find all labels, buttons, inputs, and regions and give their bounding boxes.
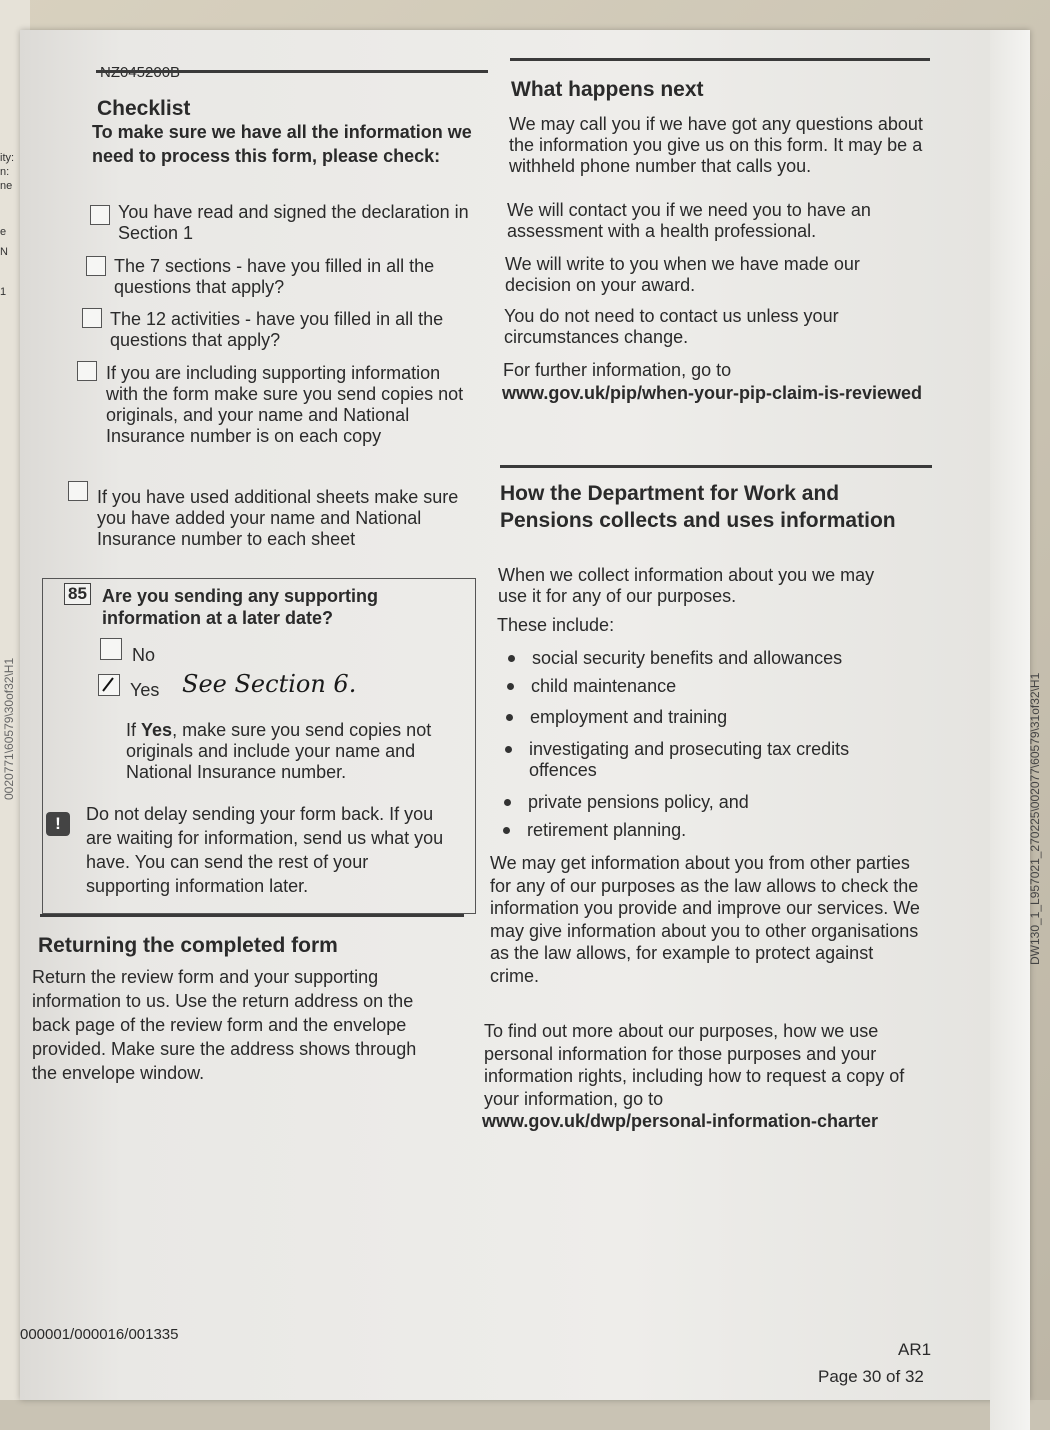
bullet-dot (508, 655, 515, 662)
barcode-reference: 000001/000016/001335 (20, 1326, 179, 1343)
dwp-title: How the Department for Work and Pensions collects and uses information (500, 482, 896, 532)
returning-title: Returning the completed form (38, 934, 338, 957)
bullet-text: child maintenance (531, 676, 677, 696)
dwp-paragraph: To find out more about our purposes, how we use personal information for those purposes and your information rights, including how to request a copy of your information, go to (484, 1021, 905, 1109)
if-yes-prefix: If (126, 720, 142, 740)
edge-text: n: (0, 166, 10, 178)
dwp-paragraph: We may get information about you from other parties for any of our purposes as the law allows to check the information you provide and improve our services. We may give information about you to other organisations as the law allows, for example to protect against crime. (490, 853, 920, 986)
checklist-intro: To make sure we have all the information we need to process this form, please check: (92, 122, 472, 166)
checklist-checkbox[interactable] (68, 481, 88, 501)
what-next-paragraph: We will write to you when we have made our decision on your award. (505, 254, 860, 295)
bullet-item (504, 792, 904, 813)
if-yes-instruction (126, 720, 456, 783)
bullet-item (505, 739, 910, 781)
page-number: Page 30 of 32 (818, 1367, 924, 1386)
bullet-dot (504, 799, 511, 806)
further-info-text: For further information, go to (503, 360, 732, 380)
bullet-text: social security benefits and allowances (532, 648, 843, 668)
divider (40, 914, 464, 917)
tick-mark-icon (99, 675, 119, 695)
form-page (20, 30, 1042, 1400)
checklist-checkbox[interactable] (86, 256, 106, 276)
divider (510, 58, 930, 61)
what-next-paragraph: We will contact you if we need you to have an assessment with a health professional. (507, 200, 871, 241)
what-next-title: What happens next (511, 78, 704, 101)
left-side-print-code: 0020771\60579\30of32\H1 (2, 657, 16, 800)
dwp-these-include: These include: (497, 615, 615, 635)
edge-text: ity: (0, 152, 15, 164)
bullet-dot (503, 827, 510, 834)
if-yes-suffix: , make sure you send copies not originals and include your name and National Insurance number. (126, 720, 432, 782)
pip-review-link[interactable]: www.gov.uk/pip/when-your-pip-claim-is-reviewed (502, 383, 923, 403)
returning-text: Return the review form and your supporting information to us. Use the return address on the back page of the review form and the envelope provided. Make sure the address shows through the envelope window. (32, 967, 417, 1083)
yes-checkbox[interactable] (98, 674, 120, 696)
handwritten-note: See Section 6. (182, 670, 357, 698)
warning-text: Do not delay sending your form back. If you are waiting for information, send us what you have. You can send the rest of your supporting information later. (86, 804, 444, 896)
checklist-item: If you have used additional sheets make sure you have added your name and National Insurance number to each sheet (97, 487, 459, 549)
checklist-checkbox[interactable] (90, 205, 110, 225)
no-checkbox[interactable] (100, 638, 122, 660)
checklist-checkbox[interactable] (82, 308, 102, 328)
what-next-paragraph: You do not need to contact us unless your circumstances change. (504, 306, 839, 347)
question-number: 85 (64, 583, 91, 605)
divider (96, 70, 488, 73)
checklist-item: If you are including supporting information with the form make sure you send copies not originals, and your name and National Insurance number is on each copy (106, 363, 464, 446)
form-code: AR1 (898, 1340, 932, 1359)
checklist-item: You have read and signed the declaration in Section 1 (118, 202, 469, 243)
bullet-item (506, 707, 906, 728)
bullet-item (508, 648, 908, 669)
bullet-item (507, 676, 907, 697)
bullet-dot (506, 714, 513, 721)
warning-icon: ! (46, 812, 70, 836)
edge-text: 1 (0, 286, 7, 298)
page-curl (990, 30, 1030, 1430)
divider (500, 465, 932, 468)
dwp-intro: When we collect information about you we may use it for any of our purposes. (498, 565, 875, 606)
checklist-item: The 12 activities - have you filled in all the questions that apply? (110, 309, 444, 350)
bullet-item (503, 820, 903, 841)
question-85-text: Are you sending any supporting information at a later date? (102, 586, 379, 628)
bullet-dot (507, 683, 514, 690)
checklist-item: The 7 sections - have you filled in all the questions that apply? (114, 256, 435, 297)
checklist-checkbox[interactable] (77, 361, 97, 381)
edge-text: e (0, 226, 7, 238)
bullet-text: employment and training (530, 707, 728, 727)
edge-text: ne (0, 180, 13, 192)
option-no-label: No (132, 645, 156, 665)
if-yes-bold: Yes (141, 720, 173, 740)
edge-text: N (0, 246, 8, 258)
bullet-text: retirement planning. (527, 820, 687, 840)
checklist-title: Checklist (97, 97, 191, 120)
bullet-text: private pensions policy, and (528, 792, 749, 812)
personal-info-charter-link[interactable]: www.gov.uk/dwp/personal-information-charter (482, 1111, 879, 1131)
what-next-paragraph: We may call you if we have got any questions about the information you give us on this form. It may be a withheld phone number that calls you. (509, 114, 923, 176)
option-yes-label: Yes (130, 680, 160, 700)
bullet-text: investigating and prosecuting tax credits offences (529, 739, 850, 780)
side-print-code: DW130_1_L957021_270225\002077\60579\31of32\H1 (1028, 672, 1042, 965)
bullet-dot (505, 746, 512, 753)
